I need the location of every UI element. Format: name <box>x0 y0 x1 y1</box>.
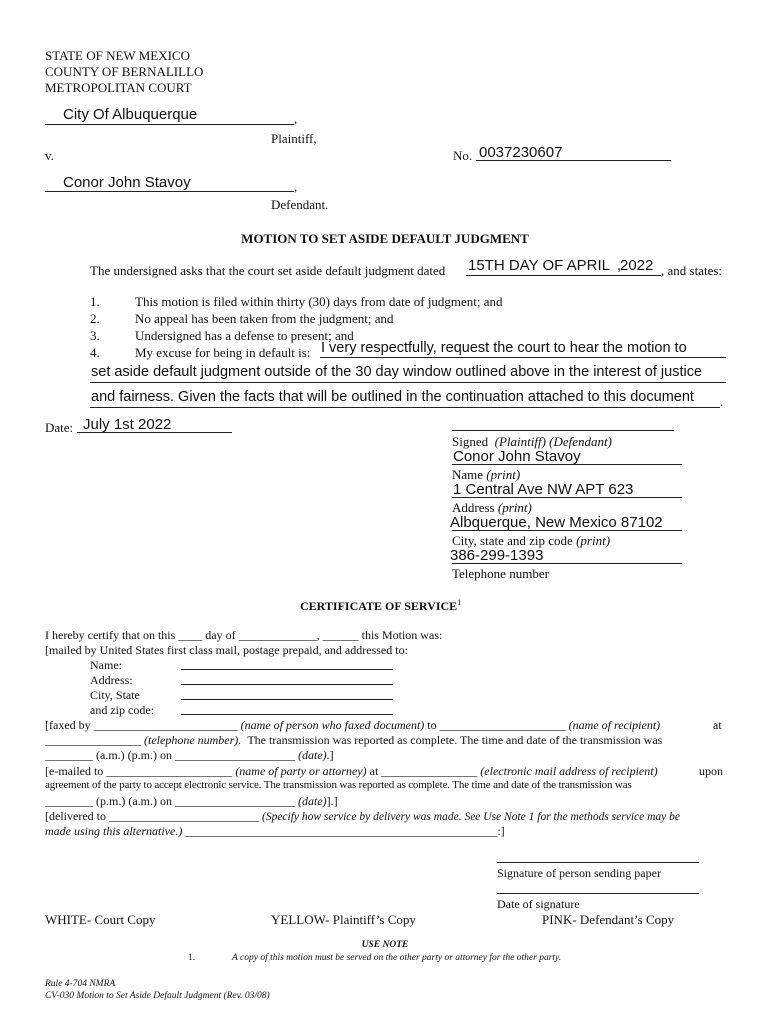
plaintiff-field[interactable]: City Of Albuquerque <box>63 106 198 123</box>
city-hint: (print) <box>576 533 611 548</box>
address-hint: (print) <box>497 500 532 515</box>
mail-city-label: City, State <box>90 688 140 702</box>
signed-text: Signed <box>452 434 489 449</box>
item-text: No appeal has been taken from the judgment; and <box>135 311 394 326</box>
address-label-text: Address <box>452 500 495 515</box>
signature-date-line[interactable] <box>497 893 699 894</box>
use-note-number: 1. <box>188 953 196 963</box>
delivered-blank: ____________________________________________________:] <box>185 824 505 838</box>
fax-line-2 <box>45 733 662 748</box>
mail-city-line[interactable] <box>181 699 393 700</box>
phone-label: Telephone number <box>452 566 549 581</box>
faxed-recipient-hint: (name of recipient) <box>568 718 661 732</box>
name-label-text: Name <box>452 467 484 482</box>
defendant-comma: , <box>294 179 298 194</box>
judgment-date-field[interactable]: 15TH DAY OF APRIL <box>468 257 610 274</box>
email-upon: upon <box>699 764 723 778</box>
versus-label: v. <box>45 148 54 163</box>
mail-name-label: Name: <box>90 658 122 672</box>
excuse-field-line-3[interactable]: and fairness. Given the facts that will be outlined in the continuation attached to this document <box>91 389 694 405</box>
email-time-blank: ________ (p.m.) (a.m.) on ____________________ <box>45 794 295 808</box>
signature-date-label: Date of signature <box>497 897 580 911</box>
use-note-title: USE NOTE <box>361 940 409 950</box>
name-field[interactable]: Conor John Stavoy <box>453 448 581 465</box>
faxed-hint: (name of person who faxed document) <box>240 718 425 732</box>
yellow-copy-label: YELLOW- Plaintiff’s Copy <box>271 912 416 927</box>
excuse-field-line-1[interactable]: I very respectfully, request the court to hear the motion to <box>321 340 687 356</box>
case-number-field[interactable]: 0037230607 <box>479 144 563 161</box>
plaintiff-label: Plaintiff, <box>271 131 317 146</box>
email-line-3 <box>45 794 338 809</box>
excuse-field-line-2[interactable]: set aside default judgment outside of the 30 day window outlined above in the interest of justice <box>91 364 703 380</box>
city-label-text: City, state and zip code <box>452 533 573 548</box>
certificate-title <box>300 598 461 614</box>
delivered-alternative: made using this alternative.) <box>45 824 183 838</box>
signature-line <box>452 430 674 431</box>
date-field[interactable]: July 1st 2022 <box>83 416 172 433</box>
judgment-year-value: 2022 <box>620 257 654 274</box>
mail-address-label: Address: <box>90 673 133 687</box>
motion-intro: The undersigned asks that the court set aside default judgment dated <box>90 263 446 278</box>
motion-title: MOTION TO SET ASIDE DEFAULT JUDGMENT <box>241 231 529 246</box>
mailed-line: [mailed by United States first class mail, postage prepaid, and addressed to: <box>45 643 408 657</box>
judgment-date-line <box>466 275 661 276</box>
email-address-hint: (electronic mail address of recipient) <box>480 764 658 778</box>
excuse-line-3 <box>90 407 720 408</box>
excuse-line-1 <box>320 357 726 358</box>
fax-phone-hint: (telephone number). <box>144 733 242 747</box>
use-note-text: A copy of this motion must be served on the other party or attorney for the other party. <box>232 953 562 963</box>
item-number: 1. <box>90 294 100 309</box>
address-field[interactable]: 1 Central Ave NW APT 623 <box>453 481 634 498</box>
delivered-line <box>45 809 680 824</box>
defendant-field[interactable]: Conor John Stavoy <box>63 174 191 191</box>
fax-close: ] <box>329 748 334 762</box>
email-at: at ________________ <box>369 764 478 778</box>
pink-copy-label: PINK- Defendant’s Copy <box>542 912 675 927</box>
certificate-title-text: CERTIFICATE OF SERVICE <box>300 599 458 613</box>
mail-zip-label: and zip code: <box>90 703 154 717</box>
email-line-2: agreement of the party to accept electronic service. The transmission was reported as complete. The time and date of the transmission was <box>45 779 632 791</box>
faxed-at: at <box>713 718 722 732</box>
footnote-mark: 1 <box>457 598 462 607</box>
sender-signature-label: Signature of person sending paper <box>497 866 661 880</box>
county-heading: COUNTY OF BERNALILLO <box>45 64 204 79</box>
delivered-line-2 <box>45 824 505 839</box>
city-field[interactable]: Albquerque, New Mexico 87102 <box>450 514 663 531</box>
signed-options: (Plaintiff) (Defendant) <box>494 434 612 449</box>
state-heading: STATE OF NEW MEXICO <box>45 48 190 63</box>
defendant-label: Defendant. <box>271 197 329 212</box>
excuse-line-2 <box>90 382 726 383</box>
white-copy-label: WHITE- Court Copy <box>45 912 156 927</box>
case-number-label: No. <box>453 148 473 163</box>
certify-line: I hereby certify that on this ____ day of _____________, ______ this Motion was: <box>45 628 443 642</box>
item-text: This motion is filed within thirty (30) days from date of judgment; and <box>135 294 503 309</box>
email-close: ].] <box>326 794 338 808</box>
sender-signature-line[interactable] <box>497 862 699 863</box>
year-comma: , <box>617 257 622 274</box>
mail-address-line[interactable] <box>181 684 393 685</box>
rule-citation: Rule 4-704 NMRA <box>45 979 116 989</box>
mail-name-line[interactable] <box>181 669 393 670</box>
judgment-year-field[interactable] <box>620 257 653 274</box>
phone-field[interactable]: 386-299-1393 <box>450 547 544 564</box>
excuse-period: . <box>720 394 724 409</box>
item-text: My excuse for being in default is: <box>135 345 311 360</box>
date-label: Date: <box>45 420 74 435</box>
item-number: 3. <box>90 328 100 343</box>
mail-zip-line[interactable] <box>181 714 393 715</box>
fax-complete-text: The transmission was reported as complete. The time and date of the transmission was <box>247 733 663 747</box>
email-line <box>45 764 658 779</box>
form-number: CV-030 Motion to Set Aside Default Judgment (Rev. 03/08) <box>45 991 270 1001</box>
emailed-to: [e-mailed to _____________________ <box>45 764 233 778</box>
defendant-line <box>45 191 294 192</box>
plaintiff-line <box>45 124 294 125</box>
item-number: 2. <box>90 311 100 326</box>
item-text: Undersigned has a defense to present; and <box>135 328 354 343</box>
fax-line-3 <box>45 748 334 763</box>
motion-intro-tail: , and states: <box>661 263 723 278</box>
delivered-hint: (Specify how service by delivery was made. See Use Note 1 for the methods service may be <box>261 811 681 823</box>
court-heading: METROPOLITAN COURT <box>45 80 192 95</box>
faxed-to: to _____________________ <box>427 718 566 732</box>
fax-date-hint: (date). <box>297 748 330 762</box>
email-date-hint: (date) <box>297 794 327 808</box>
delivered-to: [delivered to _________________________ <box>45 809 259 823</box>
email-party-hint: (name of party or attorney) <box>235 764 367 778</box>
fax-phone-blank: ________________ <box>45 733 141 747</box>
item-number: 4. <box>90 345 100 360</box>
faxed-by: [faxed by ________________________ <box>45 718 238 732</box>
fax-time-blank: ________ (a.m.) (p.m.) on ____________________ <box>45 748 295 762</box>
faxed-line <box>45 718 660 733</box>
plaintiff-comma: , <box>294 111 298 126</box>
name-hint: (print) <box>486 467 521 482</box>
